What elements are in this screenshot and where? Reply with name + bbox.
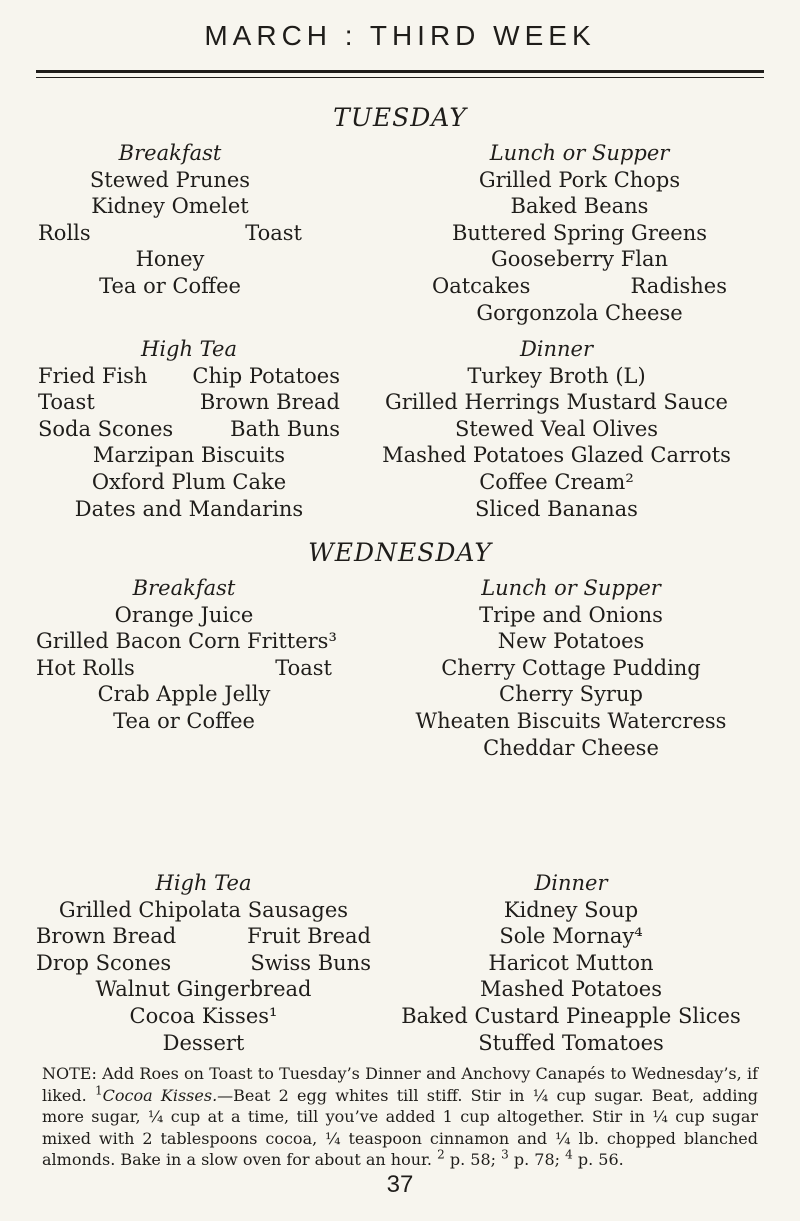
footnote-mark-4: 4 xyxy=(565,1147,573,1162)
footnote-text-cocoa-kisses: —Beat 2 egg whites till stiff. Stir in ¼ cup sugar. Beat, adding more sugar, ¼ cup at a time, till you’ve added 1 cup altogether. Stir in ¼ cup sugar mixed with 2 tablespoons cocoa, ¼ teaspoon cinnamon and ¼ lb. chopped blanched almonds. Bake in a slow oven for about an hour. xyxy=(42,1085,759,1169)
page-number: 37 xyxy=(386,1171,414,1198)
menu-item: Stewed Veal Olives xyxy=(454,416,659,441)
tuesday-breakfast xyxy=(38,140,302,300)
menu-item: Stewed Prunes xyxy=(89,167,251,192)
menu-heading: High Tea xyxy=(155,871,252,895)
menu-item-line xyxy=(390,602,752,629)
menu-item: Orange Juice xyxy=(114,602,254,627)
day-title-wednesday: WEDNESDAY xyxy=(308,538,492,567)
menu-item: Coffee Cream² xyxy=(479,469,634,494)
menu-item-line xyxy=(38,469,340,496)
menu-item-line xyxy=(365,469,748,496)
menu-item-line xyxy=(390,923,752,950)
header-rule-thin xyxy=(36,77,764,78)
menu-item: Hot Rolls xyxy=(36,655,135,680)
menu-item-line xyxy=(390,976,752,1003)
menu-item: Bath Buns xyxy=(230,416,340,441)
note-intro: NOTE: Add Roes on Toast to Tuesday’s Dinner and Anchovy Canapés to Wednesday’s, if liked. xyxy=(42,1064,758,1105)
menu-item-line xyxy=(365,496,748,523)
menu-item-line xyxy=(36,1030,371,1057)
menu-item-line xyxy=(36,897,371,924)
menu-item: Crab Apple Jelly xyxy=(97,682,271,707)
footnote-block xyxy=(42,1063,758,1171)
menu-item-line xyxy=(365,416,748,443)
wednesday-high-tea xyxy=(36,870,371,1056)
menu-item-line xyxy=(38,167,302,194)
menu-item: Baked Beans xyxy=(510,194,649,219)
menu-item: Brown Bread xyxy=(199,390,340,415)
menu-item: Tea or Coffee xyxy=(113,708,255,733)
menu-heading: Lunch or Supper xyxy=(489,141,670,165)
menu-item: New Potatoes xyxy=(497,629,645,654)
menu-item: Drop Scones xyxy=(36,950,172,975)
menu-item-line xyxy=(36,655,332,682)
menu-item-line xyxy=(432,246,727,273)
wednesday-lunch-or-supper xyxy=(390,575,752,761)
menu-item: Oxford Plum Cake xyxy=(91,469,287,494)
menu-item: Dessert xyxy=(162,1030,245,1055)
menu-heading: Dinner xyxy=(519,337,594,361)
menu-item-line xyxy=(365,363,748,390)
menu-item-line xyxy=(365,442,748,469)
menu-item: Soda Scones xyxy=(38,416,174,441)
menu-item-line xyxy=(36,628,337,655)
footnote-mark-1: 1 xyxy=(95,1083,103,1098)
menu-item-line xyxy=(38,416,340,443)
tuesday-high-tea xyxy=(38,336,340,522)
menu-heading: Breakfast xyxy=(132,576,236,600)
menu-heading: Lunch or Supper xyxy=(481,576,661,600)
menu-item: Mashed Potatoes Glazed Carrots xyxy=(382,443,731,468)
menu-item-line xyxy=(390,628,752,655)
menu-item-line xyxy=(390,708,752,735)
menu-item: Brown Bread xyxy=(36,924,177,949)
menu-item-line xyxy=(36,681,332,708)
day-title-tuesday: TUESDAY xyxy=(333,103,467,132)
header-rule-thick xyxy=(36,70,764,73)
menu-item: Tea or Coffee xyxy=(99,273,241,298)
tuesday-dinner xyxy=(365,336,748,522)
menu-item: Grilled Chipolata Sausages xyxy=(58,897,349,922)
menu-item: Toast xyxy=(38,390,95,415)
menu-item: Gooseberry Flan xyxy=(490,247,669,272)
menu-item-line xyxy=(36,1003,371,1030)
menu-heading: Breakfast xyxy=(118,141,222,165)
menu-item-line xyxy=(432,220,727,247)
menu-item-line xyxy=(38,363,340,390)
menu-item-line xyxy=(390,1030,752,1057)
menu-item: Kidney Omelet xyxy=(91,194,249,219)
menu-item-line xyxy=(390,735,752,762)
footnote-title-cocoa-kisses: Cocoa Kisses. xyxy=(102,1085,218,1105)
menu-item-line xyxy=(390,655,752,682)
menu-item: Sliced Bananas xyxy=(475,496,638,521)
menu-item: Grilled Bacon Corn Fritters³ xyxy=(36,629,337,654)
menu-item: Toast xyxy=(275,655,332,680)
menu-item-line xyxy=(432,300,727,327)
menu-item-line xyxy=(432,193,727,220)
menu-item: Gorgonzola Cheese xyxy=(476,300,683,325)
menu-item: Haricot Mutton xyxy=(488,950,654,975)
menu-item: Marzipan Biscuits xyxy=(92,443,286,468)
menu-item: Cherry Cottage Pudding xyxy=(441,655,701,680)
menu-item: Cocoa Kisses¹ xyxy=(129,1003,278,1028)
menu-item: Mashed Potatoes xyxy=(479,977,663,1002)
menu-item: Radishes xyxy=(630,273,727,298)
menu-item: Baked Custard Pineapple Slices xyxy=(401,1003,741,1028)
menu-item-line xyxy=(432,167,727,194)
menu-item: Chip Potatoes xyxy=(192,363,340,388)
footnote-mark-2: 2 xyxy=(437,1147,445,1162)
footnote-ref-4: p. 56. xyxy=(577,1150,624,1169)
menu-item: Grilled Pork Chops xyxy=(478,167,681,192)
menu-item: Dates and Mandarins xyxy=(74,496,304,521)
menu-item-line xyxy=(36,708,332,735)
menu-item: Tripe and Onions xyxy=(479,602,663,627)
footnote-ref-3: p. 78; xyxy=(513,1150,561,1169)
menu-item: Kidney Soup xyxy=(503,897,639,922)
menu-item: Grilled Herrings Mustard Sauce xyxy=(384,390,728,415)
menu-item-line xyxy=(36,602,332,629)
menu-item-line xyxy=(38,193,302,220)
menu-item-line xyxy=(38,246,302,273)
menu-item: Swiss Buns xyxy=(250,950,371,975)
menu-item: Walnut Gingerbread xyxy=(95,977,312,1002)
menu-item-line xyxy=(38,496,340,523)
menu-item: Oatcakes xyxy=(432,273,531,298)
wednesday-breakfast xyxy=(36,575,337,735)
running-head: MARCH : THIRD WEEK xyxy=(204,20,596,51)
menu-item: Fried Fish xyxy=(38,363,148,388)
menu-item-line xyxy=(365,389,748,416)
menu-item: Sole Mornay⁴ xyxy=(499,924,643,949)
menu-item: Wheaten Biscuits Watercress xyxy=(415,708,727,733)
menu-item: Stuffed Tomatoes xyxy=(478,1030,664,1055)
menu-item: Rolls xyxy=(38,220,91,245)
menu-item: Fruit Bread xyxy=(247,924,371,949)
menu-item-line xyxy=(390,1003,752,1030)
menu-item: Cherry Syrup xyxy=(499,682,643,707)
menu-item-line xyxy=(390,897,752,924)
menu-item-line xyxy=(38,220,302,247)
wednesday-dinner xyxy=(390,870,752,1056)
menu-item-line xyxy=(36,923,371,950)
menu-item-line xyxy=(390,950,752,977)
menu-item: Honey xyxy=(135,247,205,272)
footnote-mark-3: 3 xyxy=(501,1147,509,1162)
menu-item-line xyxy=(38,389,340,416)
menu-item-line xyxy=(36,976,371,1003)
menu-item-line xyxy=(38,442,340,469)
menu-item-line xyxy=(432,273,727,300)
menu-item: Cheddar Cheese xyxy=(483,735,659,760)
menu-item-line xyxy=(36,950,371,977)
tuesday-lunch-or-supper xyxy=(432,140,727,326)
menu-item: Turkey Broth (L) xyxy=(467,363,646,388)
footnote-ref-2: p. 58; xyxy=(449,1150,497,1169)
menu-heading: Dinner xyxy=(534,871,608,895)
menu-item: Toast xyxy=(245,220,302,245)
menu-item-line xyxy=(38,273,302,300)
menu-item-line xyxy=(390,681,752,708)
menu-item: Buttered Spring Greens xyxy=(451,220,708,245)
menu-heading: High Tea xyxy=(141,337,237,361)
